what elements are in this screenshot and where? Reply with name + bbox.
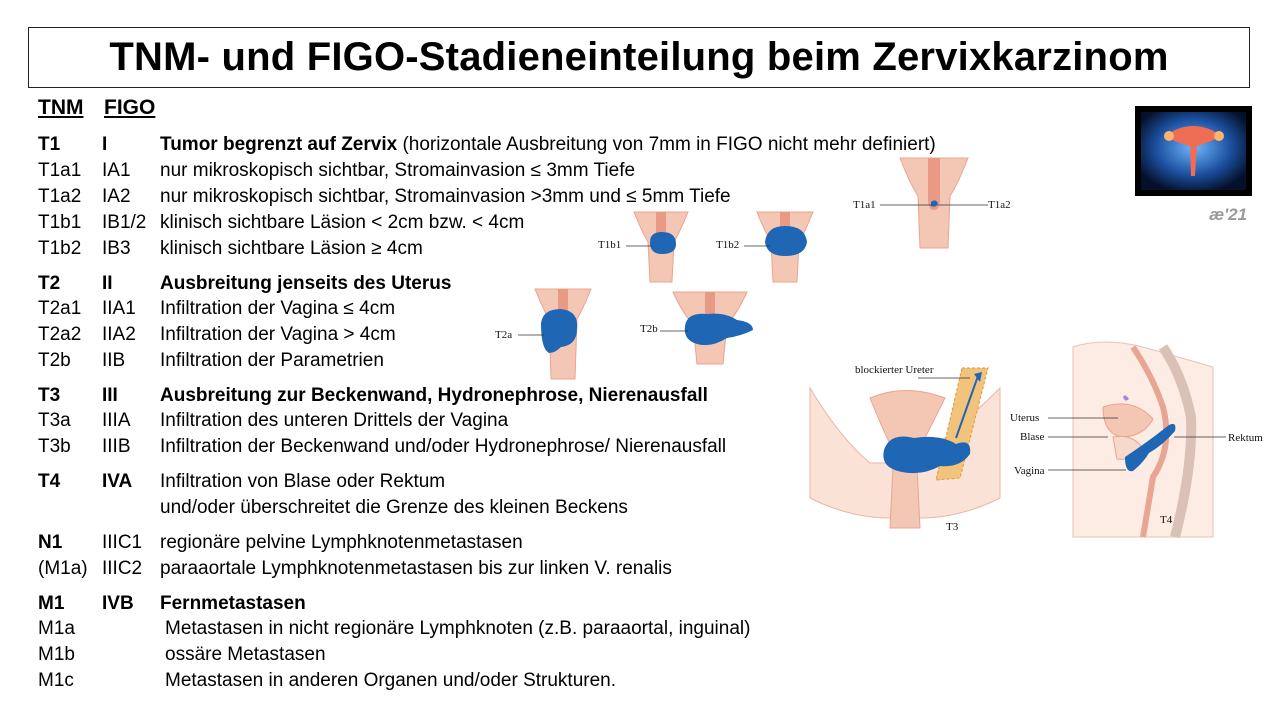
desc-cell: regionäre pelvine Lymphknotenmetastasen [160, 532, 523, 553]
figo-cell: IIIC1 [102, 532, 143, 553]
label-t1a2: T1a2 [988, 199, 1011, 211]
tnm-cell: T3b [38, 436, 71, 457]
tnm-cell: T3a [38, 410, 71, 431]
tnm-cell: T2a1 [38, 298, 82, 319]
figo-cell: I [102, 134, 108, 155]
figo-cell: III [102, 385, 118, 406]
tnm-cell: T2b [38, 350, 71, 371]
label-t2b: T2b [640, 323, 658, 335]
label-blockierter-ureter: blockierter Ureter [855, 364, 934, 376]
tnm-cell: M1a [38, 618, 75, 639]
tnm-cell: M1b [38, 644, 75, 665]
tnm-cell: T1a2 [38, 186, 82, 207]
tnm-cell: T2 [38, 273, 61, 294]
label-t1b1: T1b1 [598, 239, 622, 251]
header-figo: FIGO [104, 96, 156, 119]
desc-cell: ossäre Metastasen [165, 644, 326, 665]
desc-cell: Fernmetastasen [160, 593, 306, 614]
tnm-cell: T1b2 [38, 238, 82, 259]
tnm-cell: T3 [38, 385, 61, 406]
anatomy-thumbnail-image [1135, 106, 1252, 196]
leader-lines-t4 [1048, 415, 1228, 475]
figure-t2b [671, 292, 755, 364]
figo-cell: IIA1 [102, 298, 136, 319]
desc-cell: Ausbreitung zur Beckenwand, Hydronephrose, Nierenausfall [160, 385, 708, 406]
tnm-cell: M1c [38, 670, 74, 691]
leader-ureter [918, 376, 970, 380]
author-signature: æ'21 [1209, 205, 1248, 224]
figo-cell: IIIC2 [102, 558, 143, 579]
desc-cell: paraaortale Lymphknotenmetastasen bis zur linken V. renalis [160, 558, 672, 579]
figo-cell: IA1 [102, 160, 131, 181]
figo-cell: IVB [102, 593, 134, 614]
desc-cell: Ausbreitung jenseits des Uterus [160, 273, 452, 294]
tnm-cell: (M1a) [38, 558, 88, 579]
label-t4: T4 [1160, 514, 1173, 526]
leader-t2a [518, 333, 544, 337]
tnm-cell: T2a2 [38, 324, 82, 345]
tnm-cell: T4 [38, 471, 61, 492]
figure-t3 [810, 368, 1005, 533]
figo-cell: IVA [102, 471, 133, 492]
label-blase: Blase [1020, 431, 1045, 443]
label-t1b2: T1b2 [716, 239, 740, 251]
figo-cell: IIIB [102, 436, 131, 457]
leader-t1b2 [744, 244, 770, 248]
desc-cell: Metastasen in nicht regionäre Lymphknoten (z.B. paraaortal, inguinal) [165, 618, 751, 639]
desc-cell: Infiltration der Vagina ≤ 4cm [160, 298, 396, 319]
figo-cell: IIA2 [102, 324, 136, 345]
tnm-cell: N1 [38, 532, 63, 553]
label-uterus: Uterus [1010, 412, 1040, 424]
leader-t1b1 [626, 244, 652, 248]
tnm-cell: T1a1 [38, 160, 82, 181]
tnm-cell: T1 [38, 134, 61, 155]
tnm-cell: M1 [38, 593, 65, 614]
desc-cell: Infiltration der Vagina > 4cm [160, 324, 396, 345]
figo-cell: IA2 [102, 186, 131, 207]
desc-normal: (horizontale Ausbreitung von 7mm in FIGO nicht mehr definiert) [397, 134, 936, 155]
figo-cell: IIIA [102, 410, 131, 431]
figo-cell: II [102, 273, 113, 294]
desc-cell: und/oder überschreitet die Grenze des kleinen Beckens [160, 497, 628, 518]
desc-bold: Tumor begrenzt auf Zervix [160, 134, 398, 155]
label-t2a: T2a [495, 329, 513, 341]
leader-t2b [660, 329, 688, 333]
desc-cell: Infiltration des unteren Drittels der Vagina [160, 410, 509, 431]
desc-cell: klinisch sichtbare Läsion < 2cm bzw. < 4cm [160, 212, 525, 233]
label-t3: T3 [946, 521, 959, 533]
tnm-cell: T1b1 [38, 212, 82, 233]
desc-cell: nur mikroskopisch sichtbar, Stromainvasion ≤ 3mm Tiefe [160, 160, 636, 181]
figo-cell: IIB [102, 350, 126, 371]
desc-cell: nur mikroskopisch sichtbar, Stromainvasion >3mm und ≤ 5mm Tiefe [160, 186, 731, 207]
leader-lines-t1a [880, 200, 990, 210]
desc-cell: klinisch sichtbare Läsion ≥ 4cm [160, 238, 423, 259]
title-box [28, 27, 1250, 88]
desc-cell: Infiltration von Blase oder Rektum [160, 471, 446, 492]
desc-cell: Infiltration der Beckenwand und/oder Hydronephrose/ Nierenausfall [160, 436, 727, 457]
desc-cell: Infiltration der Parametrien [160, 350, 384, 371]
label-t1a1: T1a1 [853, 199, 876, 211]
figo-cell: IB3 [102, 238, 131, 259]
figo-cell: IB1/2 [102, 212, 147, 233]
label-rektum: Rektum [1228, 432, 1263, 444]
page-title: TNM- und FIGO-Stadieneinteilung beim Zervixkarzinom [109, 35, 1169, 79]
desc-cell [160, 133, 936, 157]
desc-cell: Metastasen in anderen Organen und/oder Strukturen. [165, 670, 617, 691]
header-tnm: TNM [38, 96, 84, 119]
label-vagina: Vagina [1014, 465, 1045, 477]
